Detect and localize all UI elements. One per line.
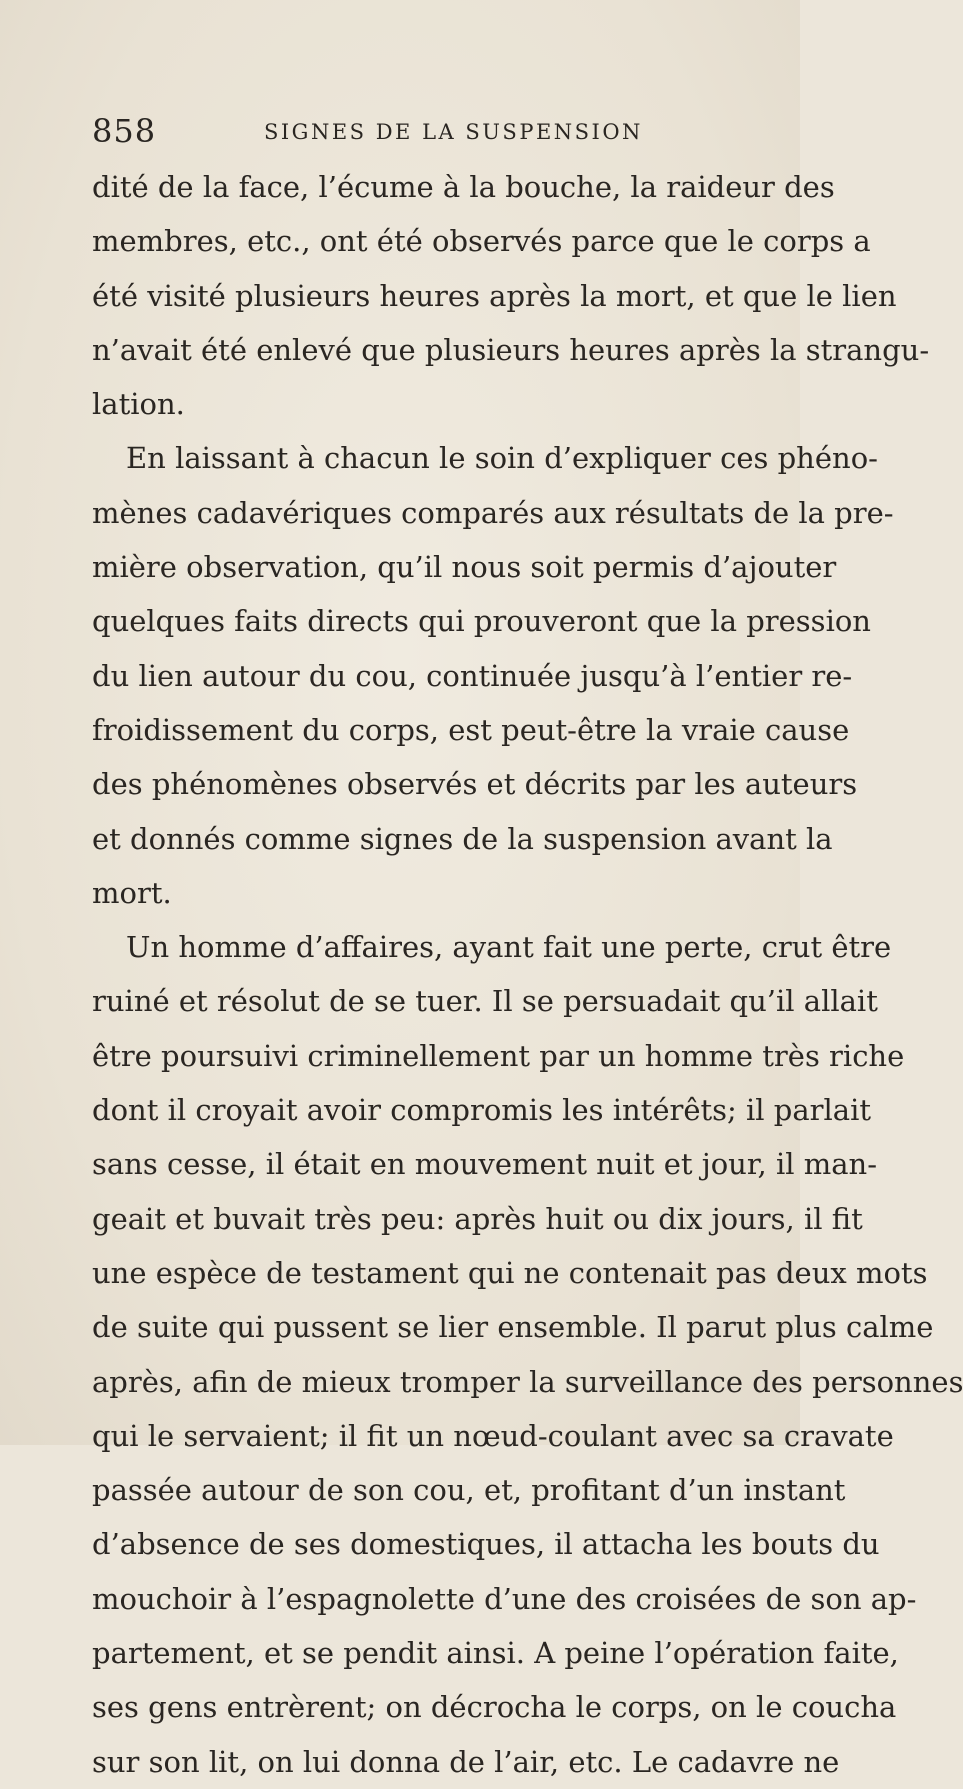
text-line: dité de la face, l’écume à la bouche, la raideur des [92,170,835,204]
text-line: froidissement du corps, est peut-être la vraie cause [92,712,850,747]
text-line: de suite qui pussent se lier ensemble. Il parut plus calme [92,1310,934,1345]
text-line: partement, et se pendit ainsi. A peine l’opération faite, [92,1636,899,1671]
text-line: membres, etc., ont été observés parce que le corps a [92,224,871,259]
text-line: n’avait été enlevé que plusieurs heures après la strangu- [92,332,930,367]
text-line: lation. [92,387,185,422]
text-line: mort. [92,875,172,910]
text-line: et donnés comme signes de la suspension avant la [92,821,833,856]
text-line: du lien autour du cou, continuée jusqu’à l’entier re- [92,658,853,693]
text-line: des phénomènes observés et décrits par les auteurs [92,767,858,802]
paragraph [92,431,894,920]
paragraph [92,160,930,431]
text-line: été visité plusieurs heures après la mort, et que le lien [92,278,897,313]
text-line: ses gens entrèrent; on décrocha le corps, on le coucha [92,1690,897,1725]
text-line: mènes cadavériques comparés aux résultats de la pre- [92,495,894,530]
text-line: qui le servaient; il fit un nœud-coulant avec sa cravate [92,1418,894,1453]
text-line: En laissant à chacun le soin d’expliquer ces phéno- [126,441,878,476]
text-line: mière observation, qu’il nous soit permis d’ajouter [92,550,837,585]
text-line: être poursuivi criminellement par un homme très riche [92,1038,905,1073]
paragraph [92,920,963,1789]
text-line: une espèce de testament qui ne contenait pas deux mots [92,1255,928,1290]
text-line: d’absence de ses domestiques, il attacha les bouts du [92,1527,880,1562]
page-header [92,112,752,156]
text-line: passée autour de son cou, et, profitant d’un instant [92,1473,846,1508]
text-line: dont il croyait avoir compromis les intérêts; il parlait [92,1093,872,1128]
text-line: Un homme d’affaires, ayant fait une perte, crut être [126,930,892,965]
body-text [92,160,963,1789]
running-title: SIGNES DE LA SUSPENSION [264,120,643,144]
text-line: geait et buvait très peu: après huit ou dix jours, il fit [92,1201,863,1236]
text-line: quelques faits directs qui prouveront que la pression [92,604,871,639]
text-line: sans cesse, il était en mouvement nuit et jour, il man- [92,1147,877,1182]
text-line: mouchoir à l’espagnolette d’une des croisées de son ap- [92,1581,917,1616]
text-line: ruiné et résolut de se tuer. Il se persuadait qu’il allait [92,984,878,1019]
text-line: après, afin de mieux tromper la surveillance des personnes [92,1364,963,1399]
text-line: sur son lit, on lui donna de l’air, etc. Le cadavre ne [92,1744,840,1779]
page-number: 858 [92,112,157,150]
